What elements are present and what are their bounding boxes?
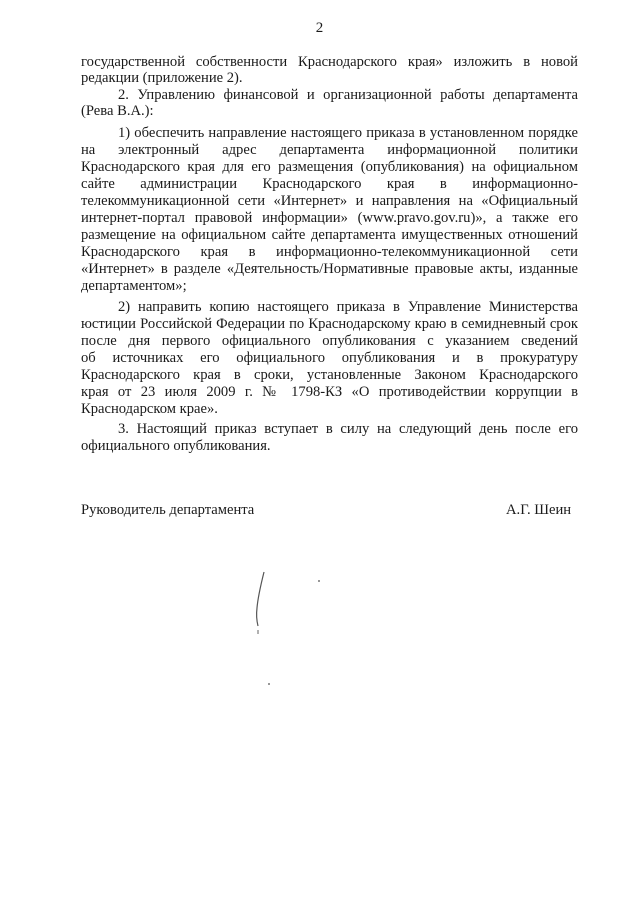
text-line: размещение на официальном сайте департамента имущественных отношений [81,227,578,243]
text-line: интернет-портал правовой информации» (www.pravo.gov.ru)», а также его [81,210,578,226]
scan-speck [318,580,320,582]
scan-speck [268,683,270,685]
text-line: «Интернет» в разделе «Деятельность/Нормативные правовые акты, изданные [81,261,578,277]
text-line: Краснодарском крае». [81,401,218,417]
signatory-position: Руководитель департамента [81,502,255,518]
text-line: Краснодарского края в информационно-телекоммуникационной сети [81,244,578,260]
text-line: департаментом»; [81,278,187,294]
text-line: Краснодарского края в сроки, установленные Законом Краснодарского [81,367,578,383]
text-line: после дня первого официального опубликования с указанием сведений [81,333,578,349]
text-line: 2) направить копию настоящего приказа в Управление Министерства [118,299,578,315]
text-line: на электронный адрес департамента информационной политики [81,142,578,158]
signatory-name: А.Г. Шеин [506,502,572,518]
text-line: сайте администрации Краснодарского края в информационно- [81,176,578,192]
text-line: телекоммуникационной сети «Интернет» и направления на «Официальный [81,193,578,209]
text-line: Краснодарского края для его размещения (опубликования) на официальном [81,159,578,175]
text-line: редакции (приложение 2). [81,70,243,86]
text-line: официального опубликования. [81,438,271,454]
text-line: (Рева В.А.): [81,103,154,119]
text-line: 1) обеспечить направление настоящего приказа в установленном порядке [118,125,578,141]
text-line: 2. Управлению финансовой и организационной работы департамента [118,87,578,103]
text-line: государственной собственности Краснодарского края» изложить в новой [81,54,578,70]
page-number: 2 [315,20,324,36]
text-line: 3. Настоящий приказ вступает в силу на следующий день после его [118,421,578,437]
text-line: края от 23 июля 2009 г. № 1798-КЗ «О противодействии коррупции в [81,384,578,400]
text-line: об источниках его официального опубликования и в прокуратуру [81,350,578,366]
text-line: юстиции Российской Федерации по Краснодарскому краю в семидневный срок [81,316,578,332]
handwritten-signature-mark [248,568,278,638]
